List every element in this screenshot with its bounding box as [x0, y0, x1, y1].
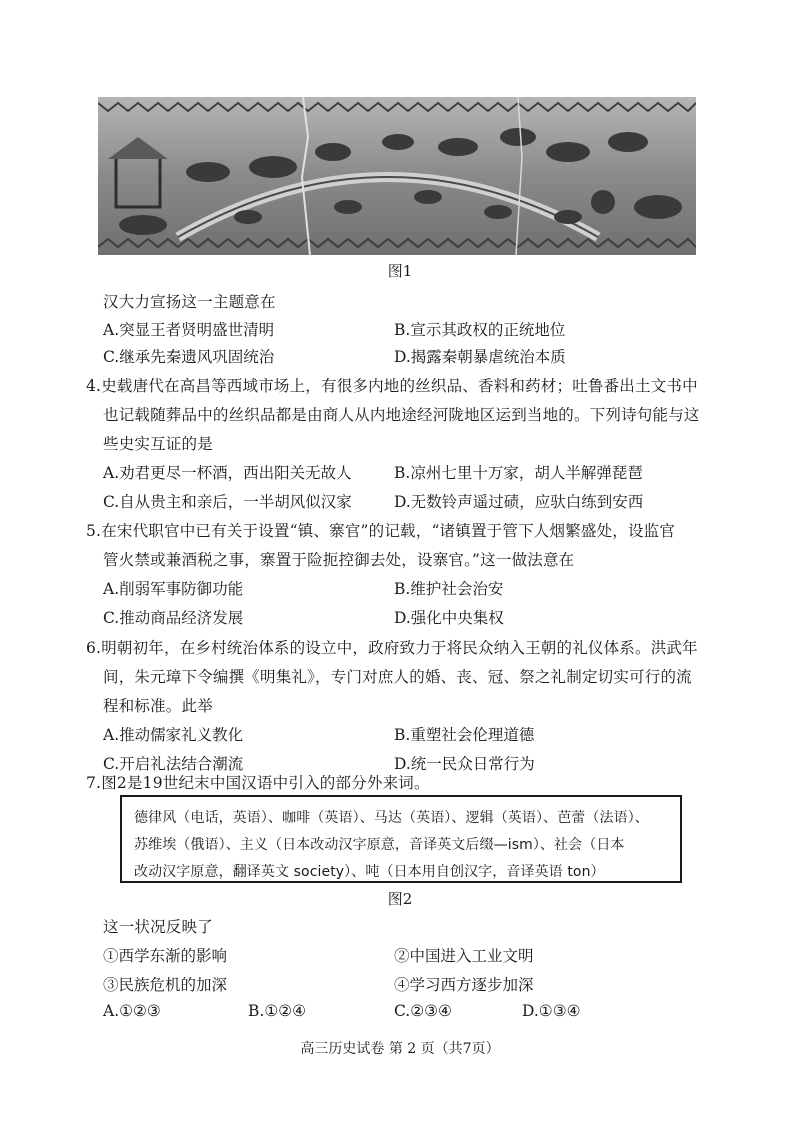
loanword-box: [120, 795, 682, 883]
q4-line-3: 些史实互证的是: [103, 435, 213, 453]
q7-item-4: ④学习西方逐步加深: [394, 976, 534, 994]
q6-option-d: D.统一民众日常行为: [394, 755, 535, 773]
q7-item-3: ③民族危机的加深: [103, 976, 228, 994]
q4-line-2: 也记载随葬品中的丝织品都是由商人从内地途经河陇地区运到当地的。下列诗句能与这: [103, 406, 700, 424]
q6-line-1: 6.明朝初年，在乡村统治体系的设立中，政府致力于将民众纳入王朝的礼仪体系。洪武年: [86, 639, 698, 657]
page-footer: 高三历史试卷 第 2 页（共7页）: [300, 1041, 500, 1057]
relief-image: [98, 97, 696, 255]
q5-option-a: A.削弱军事防御功能: [103, 580, 244, 598]
stone-relief-picture: [98, 97, 696, 255]
loanword-line-3: 改动汉字原意，翻译英文 society）、吨（日本用自创汉字，音译英语 ton）: [134, 864, 605, 880]
q5-option-d: D.强化中央集权: [394, 609, 504, 627]
q7-option-b: B.①②④: [248, 1002, 307, 1020]
q7-stem: 7.图2是19世纪末中国汉语中引入的部分外来词。: [86, 774, 430, 792]
q5-option-c: C.推动商品经济发展: [103, 609, 244, 627]
q6-line-2: 间，朱元璋下令编撰《明集礼》，专门对庶人的婚、丧、冠、祭之礼制定切实可行的流: [103, 668, 692, 686]
q6-option-a: A.推动儒家礼义教化: [103, 726, 244, 744]
q7-item-2: ②中国进入工业文明: [394, 947, 534, 965]
loanword-line-2: 苏维埃（俄语）、主义（日本改动汉字原意，音译英文后缀—ism）、社会（日本: [134, 837, 625, 853]
figure1-caption: 图1: [387, 262, 413, 280]
q4-option-d: D.无数铃声遥过碛，应驮白练到安西: [394, 493, 644, 511]
q6-option-c: C.开启礼法结合潮流: [103, 755, 244, 773]
q5-option-b: B.维护社会治安: [394, 580, 504, 598]
q6-line-3: 程和标准。此举: [103, 697, 213, 715]
q7-option-d: D.①③④: [522, 1002, 581, 1020]
q7-option-c: C.②③④: [394, 1002, 452, 1020]
q4-option-b: B.凉州七里十万家，胡人半解弹琵琶: [394, 464, 643, 482]
q3-stem: 汉大力宣扬这一主题意在: [103, 293, 276, 311]
q3-option-b: B.宣示其政权的正统地位: [394, 321, 566, 339]
q5-line-2: 管火禁或兼酒税之事，寨置于险扼控御去处，设寨官。”这一做法意在: [103, 551, 575, 569]
q6-option-b: B.重塑社会伦理道德: [394, 726, 535, 744]
figure2-caption: 图2: [387, 890, 413, 908]
q4-option-a: A.劝君更尽一杯酒，西出阳关无故人: [103, 464, 352, 482]
q5-line-1: 5.在宋代职官中已有关于设置“镇、寨官”的记载，“诸镇置于管下人烟繁盛处，设监官: [86, 522, 676, 540]
q7-option-a: A.①②③: [103, 1002, 161, 1020]
q4-option-c: C.自从贵主和亲后，一半胡风似汉家: [103, 493, 352, 511]
q3-option-d: D.揭露秦朝暴虐统治本质: [394, 348, 566, 366]
loanword-line-1: 德律风（电话，英语）、咖啡（英语）、马达（英语）、逻辑（英语）、芭蕾（法语）、: [134, 810, 649, 826]
q4-line-1: 4.史载唐代在高昌等西域市场上，有很多内地的丝织品、香料和药材；吐鲁番出土文书中: [86, 377, 698, 395]
q3-option-c: C.继承先秦遗风巩固统治: [103, 348, 275, 366]
q7-question: 这一状况反映了: [103, 918, 213, 936]
q7-item-1: ①西学东渐的影响: [103, 947, 228, 965]
q3-option-a: A.突显王者贤明盛世清明: [103, 321, 275, 339]
